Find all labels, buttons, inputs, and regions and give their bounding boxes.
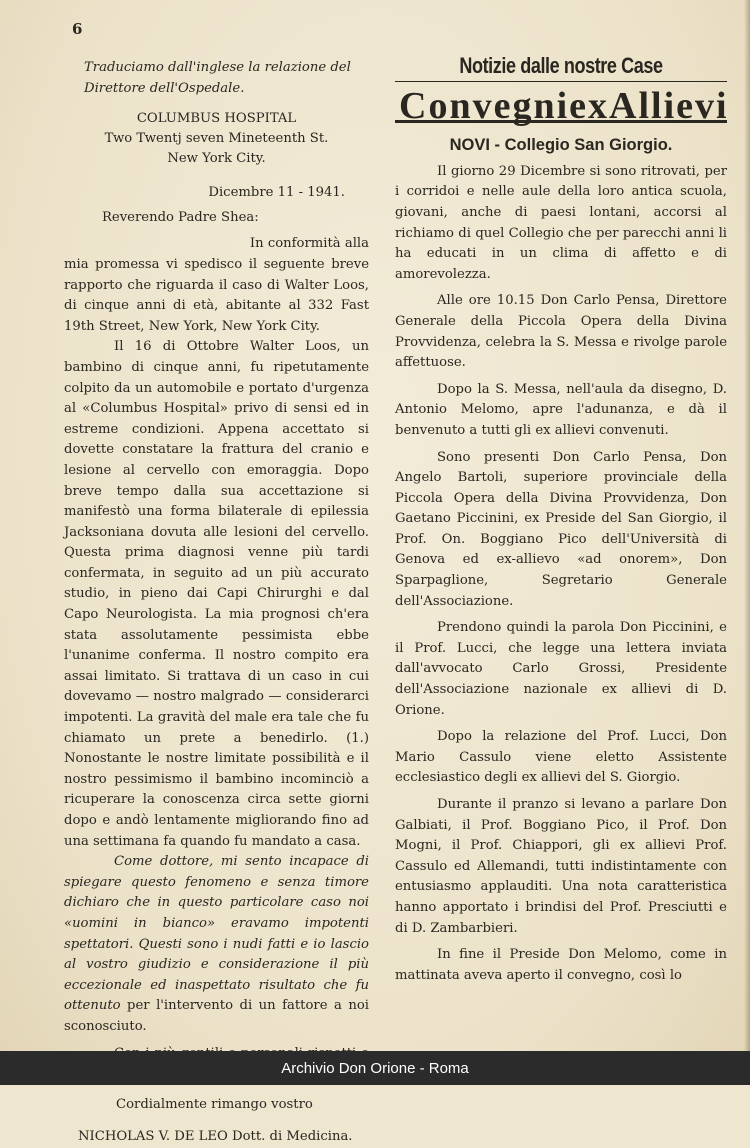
article-location: NOVI - Collegio San Giorgio. <box>449 136 673 155</box>
hospital-letterhead <box>64 109 369 169</box>
hospital-name: COLUMBUS HOSPITAL <box>136 111 297 127</box>
archive-footer <box>0 1051 750 1085</box>
letter-first-line: In conformità alla <box>249 236 369 252</box>
article-paragraph: Durante il pranzo si levano a parlare Don Galbiati, il Prof. Boggiano Pico, il Prof. Don Mogni, il Prof. Chiappori, gli ex allievi Prof. Cassulo ed Allemandi, tutti indistintamente con entusiasmo applauditi. Una nota caratteristica hanno apportato i brindisi del Prof. Presciutti e di D. Zambarbieri. <box>395 797 727 936</box>
right-column <box>395 52 727 986</box>
hospital-city: New York City. <box>167 151 266 167</box>
hospital-street: Two Twentj seven Mineteenth St. <box>104 131 329 147</box>
article-paragraph: Prendono quindi la parola Don Piccinini, e il Prof. Lucci, che legge una lettera inviata dall'avvocato Carlo Grossi, Presidente dell'Associazione nazionale ex allievi di D. Orione. <box>395 620 727 718</box>
letter-paragraph-3-italic: Come dottore, mi sento incapace di spiegare questo fenomeno e senza timore dichiaro che in questo particolare caso noi «uomini in bianco» eravamo impotenti spettatori. Questi sono i nudi fatti e io lascio al vostro giudizio e considerazione il più eccezionale ed inaspettato risultato che fu ottenuto <box>64 854 369 1014</box>
translation-intro: Traduciamo dall'inglese la relazione del Direttore dell'Ospedale. <box>84 60 351 96</box>
section-title: Notizie dalle nostre Case <box>459 53 663 78</box>
section-rule <box>395 81 727 82</box>
left-column <box>64 52 369 1148</box>
article-title <box>395 84 729 127</box>
article-paragraph: Il giorno 29 Dicembre si sono ritrovati, per i corridoi e nelle aule della loro antica scuola, giovani, anche di paesi lontani, accorsi al richiamo di quel Collegio che per parecchi anni li ha educati in un clima di affetto e di amorevolezza. <box>395 163 727 282</box>
article-title-word: ex <box>569 84 610 127</box>
article-paragraph: Dopo la relazione del Prof. Lucci, Don Mario Cassulo viene eletto Assistente ecclesiastico degli ex allievi del S. Giorgio. <box>395 729 727 786</box>
letter-paragraph-3-regular: per l'intervento di un fattore a noi sconosciuto. <box>64 998 369 1034</box>
letter-date: Dicembre 11 - 1941. <box>208 185 345 201</box>
letter-salutation: Reverendo Padre Shea: <box>102 209 259 225</box>
page-edge-shadow <box>744 0 750 1051</box>
article-title-word: Convegni <box>399 84 570 127</box>
letter-paragraph-3 <box>64 852 369 1037</box>
article-paragraph: Alle ore 10.15 Don Carlo Pensa, Direttore Generale della Piccola Opera della Divina Provvidenza, celebra la S. Messa e rivolge parole affettuose. <box>395 293 727 371</box>
letter-cordial: Cordialmente rimango vostro <box>116 1096 313 1112</box>
footer-label: Archivio Don Orione - Roma <box>281 1059 469 1077</box>
article-paragraph: Dopo la S. Messa, nell'aula da disegno, D. Antonio Melomo, apre l'adunanza, e dà il benvenuto a tutti gli ex allievi convenuti. <box>395 381 727 438</box>
letter-signature: NICHOLAS V. DE LEO Dott. di Medicina. <box>78 1129 353 1145</box>
article-title-word: Allievi <box>609 84 729 127</box>
letter-paragraph-2: Il 16 di Ottobre Walter Loos, un bambino di cinque anni, fu ripetutamente colpito da un automobile e portato d'urgenza al «Columbus Hospital» privo di sensi ed in estreme condizioni. Appena accettato si dovette constatare la frattura del cranio e lesione al cervello con emoraggia. Dopo breve tempo dalla sua accettazione si manifestò una forma bilaterale di epilessia Jacksoniana dovuta alle lesioni del cervello. Questa prima diagnosi venne più tardi confermata, in seguito ad un più accurato studio, in pieno dai Capi Chirurghi e dal Capo Neurologista. La mia prognosi ch'era stata assolutamente pessimista ebbe l'unanime conferma. Il nostro compito era assai limitato. Si trattava di un caso in cui dovevamo — nostro malgrado — considerarci impotenti. La gravità del male era tale che fu chiamato un prete a benedirlo. (1.) Nonostante le nostre limitate possibilità e il nostro pessimismo il bambino incominciò a ricuperare la conoscenza circa sette giorni dopo e andò lentamente migliorando fino ad una settimana fa quando fu mandato a casa. <box>64 339 369 849</box>
article-paragraph: In fine il Preside Don Melomo, come in mattinata aveva aperto il convegno, così lo <box>395 947 727 983</box>
article-paragraph: Sono presenti Don Carlo Pensa, Don Angelo Bartoli, superiore provinciale della Piccola Opera della Divina Provvidenza, Don Gaetano Piccinini, ex Preside del San Giorgio, il Prof. On. Boggiano Pico dell'Università di Genova ed ex-allievo «ad onorem», Don Sparpaglione, Segretario Generale dell'Associazione. <box>395 449 727 609</box>
page-number: 6 <box>72 20 83 38</box>
letter-paragraph-1: mia promessa vi spedisco il seguente breve rapporto che riguarda il caso di Walter Loos, di cinque anni di età, abitante al 332 Fast 19th Street, New York, New York City. <box>64 256 369 334</box>
